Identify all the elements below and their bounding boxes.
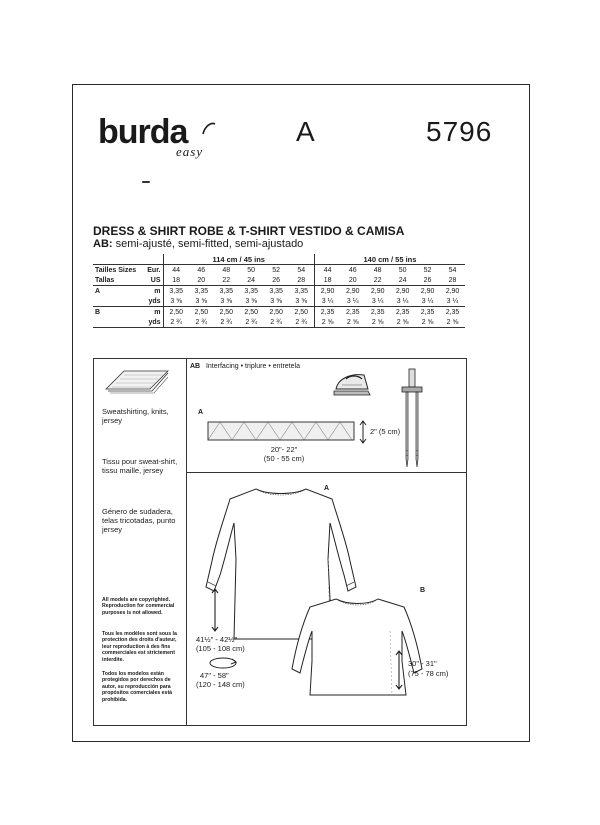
vertical-arrow-icon (394, 649, 404, 691)
table-cell: 3 ¼ (365, 296, 390, 307)
table-cell: 2,35 (395, 308, 410, 316)
table-cell: 24 (239, 275, 264, 286)
table-cell: 3 ⅝ (214, 296, 239, 307)
table-cell: 46 (348, 266, 357, 274)
table-cell: 54 (448, 266, 457, 274)
iron-icon (332, 367, 372, 401)
view-a-label: A (324, 485, 330, 492)
table-cell: 2 ⅝ (314, 317, 340, 328)
table-cell: 18 (314, 275, 340, 286)
fit-description (93, 238, 303, 250)
table-cell: 48 (222, 266, 231, 274)
divider-mark (142, 181, 150, 183)
table-cell: 3 ¼ (415, 296, 440, 307)
table-cell: 2,90 (420, 287, 435, 295)
table-cell: 2 ⅝ (365, 317, 390, 328)
view-a-length-inches: 41½" - 42½" (196, 635, 238, 644)
table-cell: 20 (189, 275, 214, 286)
table-cell: 3 ¼ (314, 296, 340, 307)
fabric-fold-icon (102, 365, 172, 395)
fit-label: AB: (93, 238, 113, 250)
view-letter: A (296, 116, 315, 147)
view-a-width-cm: (120 - 148 cm) (196, 680, 245, 689)
table-cell: 2,50 (219, 308, 234, 316)
fabric-english: Sweatshirting, knits, jersey (102, 407, 169, 425)
fit-text: semi-ajusté, semi-fitted, semi-ajustado (115, 238, 304, 250)
table-cell: 2 ¾ (189, 317, 214, 328)
copyright-french: Tous les modèles sont sous la protection des droits d'auteur, leur reproduction à des fins commerciales est strictement interdite. (102, 631, 177, 663)
table-row (93, 286, 465, 297)
table-cell: 28 (289, 275, 315, 286)
table-cell: 2,35 (345, 308, 360, 316)
interfacing-heading (190, 363, 300, 370)
table-cell: 2,90 (370, 287, 385, 295)
table-cell: 2,50 (194, 308, 209, 316)
table-cell: 2 ⅝ (440, 317, 465, 328)
view-b-label: B (420, 587, 426, 594)
table-cell: 22 (214, 275, 239, 286)
interfacing-view-label: A (198, 409, 204, 416)
table-cell: 26 (264, 275, 289, 286)
table-cell: 2,35 (314, 307, 340, 318)
table-cell: 3 ⅝ (289, 296, 315, 307)
row-unit: US (143, 275, 163, 286)
fabric-spanish: Género de sudadera, telas tricotadas, punto jersey (102, 507, 176, 534)
table-cell: 2,50 (244, 308, 258, 316)
burda-logo (98, 112, 218, 172)
brand-subname: easy (176, 144, 204, 159)
table-cell: 3 ⅝ (163, 296, 189, 307)
row-unit: Eur. (143, 265, 163, 276)
row-label: A (95, 287, 101, 295)
table-cell: 3 ⅝ (189, 296, 214, 307)
table-cell: 2,90 (445, 287, 460, 295)
fabric-width-114: 114 cm / 45 ins (163, 254, 314, 265)
table-cell: 3 ⅝ (239, 296, 264, 307)
table-cell: 2,90 (395, 287, 410, 295)
table-cell: 52 (272, 266, 281, 274)
row-unit: m (143, 286, 163, 297)
row-label: B (95, 308, 101, 316)
brand-name: burda (98, 113, 188, 151)
table-cell: 26 (415, 275, 440, 286)
table-cell: 54 (297, 266, 306, 274)
fabric-french: Tissu pour sweat-shirt, tissu maille, jersey (102, 457, 178, 475)
fabric-width-140: 140 cm / 55 ins (314, 254, 465, 265)
instructions-panel (93, 358, 467, 726)
table-cell: 52 (423, 266, 432, 274)
garment-title: DRESS & SHIRT ROBE & T-SHIRT VESTIDO & CAMISA (93, 224, 405, 238)
table-cell: 2 ¾ (214, 317, 239, 328)
row-label (93, 317, 143, 328)
table-cell: 2 ¾ (239, 317, 264, 328)
table-cell: 2 ⅝ (390, 317, 415, 328)
table-cell: 46 (197, 266, 206, 274)
table-cell: 2,90 (345, 287, 360, 295)
row-label: Tailles Sizes (95, 266, 137, 274)
circular-arrow-icon (206, 656, 240, 670)
table-cell: 3 ⅝ (264, 296, 289, 307)
interfacing-height: 2" (5 cm) (370, 427, 401, 436)
yardage-table (93, 254, 465, 328)
table-header-row (93, 254, 465, 265)
table-cell: 2 ¾ (264, 317, 289, 328)
table-cell: 44 (314, 265, 340, 276)
table-cell: 18 (163, 275, 189, 286)
table-cell: 2 ¾ (289, 317, 315, 328)
view-a-length-cm: (105 - 108 cm) (196, 644, 245, 653)
table-row (93, 317, 465, 328)
table-cell: 2,35 (370, 308, 385, 316)
vertical-arrow-icon (210, 587, 220, 633)
interfacing-text: Interfacing • triplure • entretela (205, 363, 300, 370)
table-cell: 2 ⅝ (340, 317, 365, 328)
pattern-number: 5796 (426, 116, 493, 147)
table-cell: 2 ¾ (163, 317, 189, 328)
interfacing-views: AB (190, 363, 201, 370)
row-unit: yds (143, 296, 163, 307)
table-cell: 3,35 (219, 287, 234, 295)
table-row (93, 265, 465, 276)
table-cell: 50 (247, 266, 256, 274)
table-cell: 3,35 (269, 287, 283, 295)
table-cell: 2,35 (420, 308, 435, 316)
table-cell: 44 (172, 266, 181, 274)
vertical-arrow-icon (358, 419, 368, 445)
table-cell: 20 (340, 275, 365, 286)
table-cell: 3 ¼ (340, 296, 365, 307)
interfacing-length-inches: 20"- 22" (270, 445, 298, 454)
row-unit: yds (143, 317, 163, 328)
interfacing-length-cm: (50 - 55 cm) (263, 454, 305, 463)
view-b-shirt-drawing (290, 591, 430, 699)
row-label: Tallas (93, 275, 143, 286)
table-cell: 3,35 (244, 287, 258, 295)
table-cell: 3,35 (169, 287, 183, 295)
table-row (93, 296, 465, 307)
row-unit: m (143, 307, 163, 318)
copyright-english: All models are copyrighted. Reproduction for commercial purposes is not allowed. (102, 597, 175, 616)
table-cell: 3,35 (194, 287, 209, 295)
view-b-length-inches: 30" - 31" (408, 659, 437, 668)
table-cell: 28 (440, 275, 465, 286)
view-a-width-inches: 47" - 58" (200, 671, 229, 680)
column-divider (186, 359, 187, 725)
table-cell: 2,90 (314, 286, 340, 297)
table-cell: 3,35 (294, 287, 309, 295)
table-cell: 2,35 (445, 308, 460, 316)
table-cell: 2,50 (169, 308, 183, 316)
interfacing-piece-diagram (207, 421, 357, 443)
logo-swirl-icon (201, 120, 217, 136)
table-row (93, 307, 465, 318)
row-label (93, 296, 143, 307)
twin-needle-icon (400, 367, 424, 471)
table-cell: 24 (390, 275, 415, 286)
table-cell: 2 ⅝ (415, 317, 440, 328)
table-cell: 50 (398, 266, 407, 274)
table-cell: 2,50 (294, 308, 309, 316)
view-b-length-cm: (75 - 78 cm) (408, 669, 449, 678)
table-cell: 3 ¼ (440, 296, 465, 307)
table-row (93, 275, 465, 286)
table-cell: 48 (373, 266, 382, 274)
row-divider (186, 472, 466, 473)
table-cell: 2,50 (269, 308, 283, 316)
copyright-spanish: Todos los modelos están protegidos por derechos de autor, su reproducción para propósitos comerciales está prohibida. (102, 671, 173, 703)
table-cell: 3 ¼ (390, 296, 415, 307)
table-cell: 22 (365, 275, 390, 286)
